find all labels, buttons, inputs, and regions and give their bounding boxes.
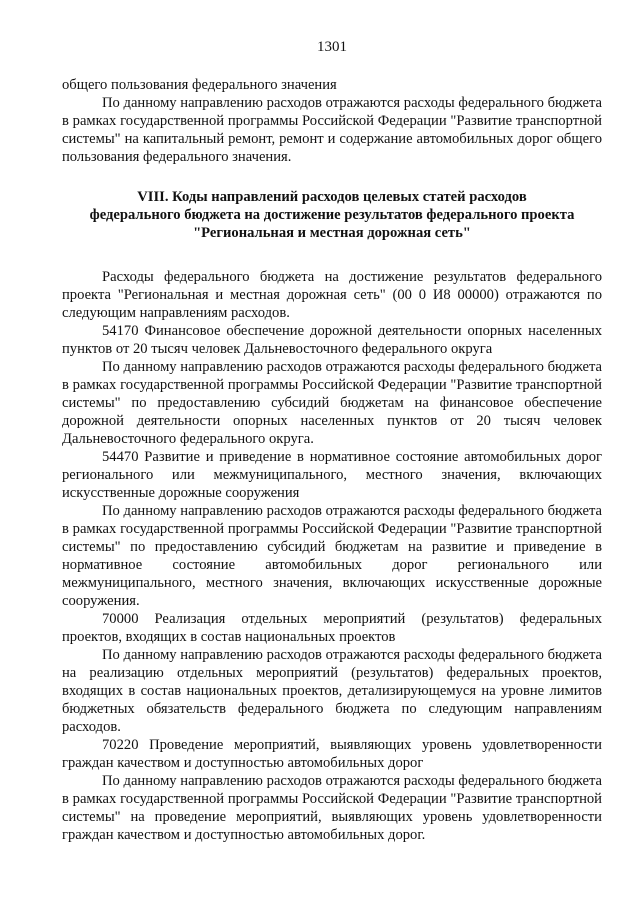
document-page xyxy=(62,38,602,844)
section-heading-line-3: "Региональная и местная дорожная сеть" xyxy=(193,225,471,241)
code-70220-description: По данному направлению расходов отражаются расходы федерального бюджета в рамках государственной программы Российской Федерации "Развитие транспортной системы" на проведение мероприятий, выявляющих уровень удовлетворенности граждан качеством и доступностью автомобильных дорог. xyxy=(62,773,602,843)
section-heading-line-1: VIII. Коды направлений расходов целевых статей расходов xyxy=(137,189,527,205)
code-54170-title: 54170 Финансовое обеспечение дорожной деятельности опорных населенных пунктов от 20 тысяч человек Дальневосточного федерального округа xyxy=(62,323,602,357)
code-70000-title: 70000 Реализация отдельных мероприятий (результатов) федеральных проектов, входящих в состав национальных проектов xyxy=(62,611,602,645)
code-54470-description: По данному направлению расходов отражаются расходы федерального бюджета в рамках государственной программы Российской Федерации "Развитие транспортной системы" по предоставлению субсидий бюджетам на развитие и приведение в нормативное состояние автомобильных дорог регионального или межмуниципального, местного значения, включающих искусственные дорожные сооружения. xyxy=(62,503,602,609)
code-54470-title: 54470 Развитие и приведение в нормативное состояние автомобильных дорог регионального или межмуниципального, местного значения, включающих искусственные дорожные сооружения xyxy=(62,449,602,501)
code-70000-description: По данному направлению расходов отражаются расходы федерального бюджета на реализацию отдельных мероприятий (результатов) федеральных проектов, входящих в состав национальных проектов, детализирующемуся на уровне лимитов бюджетных обязательств федерального бюджета по следующим направлениям расходов. xyxy=(62,647,602,735)
intro-paragraph: По данному направлению расходов отражаются расходы федерального бюджета в рамках государственной программы Российской Федерации "Развитие транспортной системы" на капитальный ремонт, ремонт и содержание автомобильных дорог общего пользования федерального значения. xyxy=(62,95,602,165)
intro-continuation-line: общего пользования федерального значения xyxy=(62,77,337,93)
code-54170-description: По данному направлению расходов отражаются расходы федерального бюджета в рамках государственной программы Российской Федерации "Развитие транспортной системы" по предоставлению субсидий бюджетам на финансовое обеспечение дорожной деятельности опорных населенных пунктов от 20 тысяч человек Дальневосточного федерального округа. xyxy=(62,359,602,447)
section-heading xyxy=(62,188,602,242)
section-heading-line-2: федерального бюджета на достижение результатов федерального проекта xyxy=(89,207,575,223)
section-intro-paragraph: Расходы федерального бюджета на достижение результатов федерального проекта "Региональная и местная дорожная сеть" (00 0 И8 00000) отражаются по следующим направлениям расходов. xyxy=(62,269,602,321)
page-number: 1301 xyxy=(317,39,347,55)
code-70220-title: 70220 Проведение мероприятий, выявляющих уровень удовлетворенности граждан качеством и доступностью автомобильных дорог xyxy=(62,737,602,771)
